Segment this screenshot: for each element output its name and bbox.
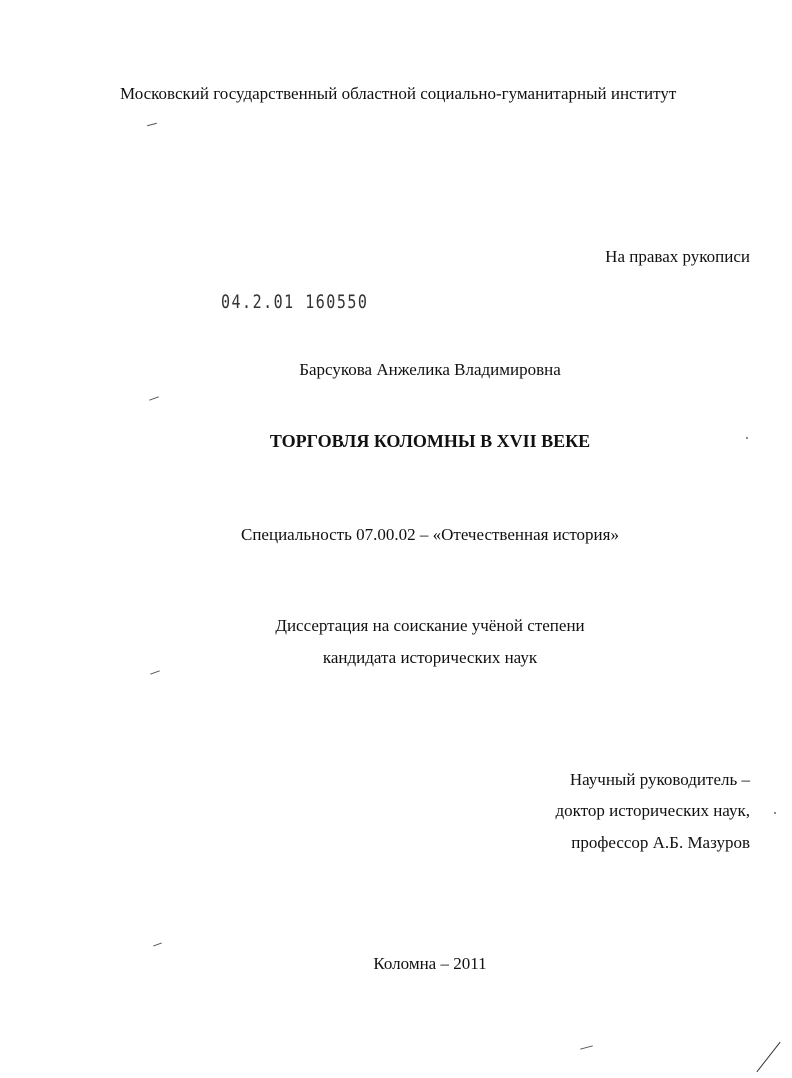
rights-notice: На правах рукописи: [605, 247, 750, 266]
institution-name: Московский государственный областной социально-гуманитарный институт: [120, 84, 677, 103]
scan-dot: [746, 437, 748, 439]
scan-dot: [774, 812, 776, 814]
scan-mark: [147, 123, 157, 127]
registration-stamp: 04.2.01 160550: [221, 290, 369, 313]
pen-stroke: [756, 1042, 780, 1073]
degree-line-1: Диссертация на соискание учёной степени: [275, 616, 585, 635]
specialty-line: Специальность 07.00.02 – «Отечественная история»: [241, 525, 619, 544]
supervisor-degree: доктор исторических наук,: [555, 801, 750, 820]
scan-mark: [149, 396, 159, 400]
dissertation-title: ТОРГОВЛЯ КОЛОМНЫ В XVII ВЕКЕ: [269, 431, 591, 451]
supervisor-name: профессор А.Б. Мазуров: [571, 833, 750, 852]
scan-mark: [150, 670, 160, 674]
author-name: Барсукова Анжелика Владимировна: [299, 360, 561, 379]
degree-line-2: кандидата исторических наук: [322, 648, 538, 667]
supervisor-label: Научный руководитель –: [569, 770, 750, 789]
city-year: Коломна – 2011: [373, 954, 487, 973]
scan-mark: [580, 1045, 593, 1049]
scan-mark: [153, 942, 162, 946]
